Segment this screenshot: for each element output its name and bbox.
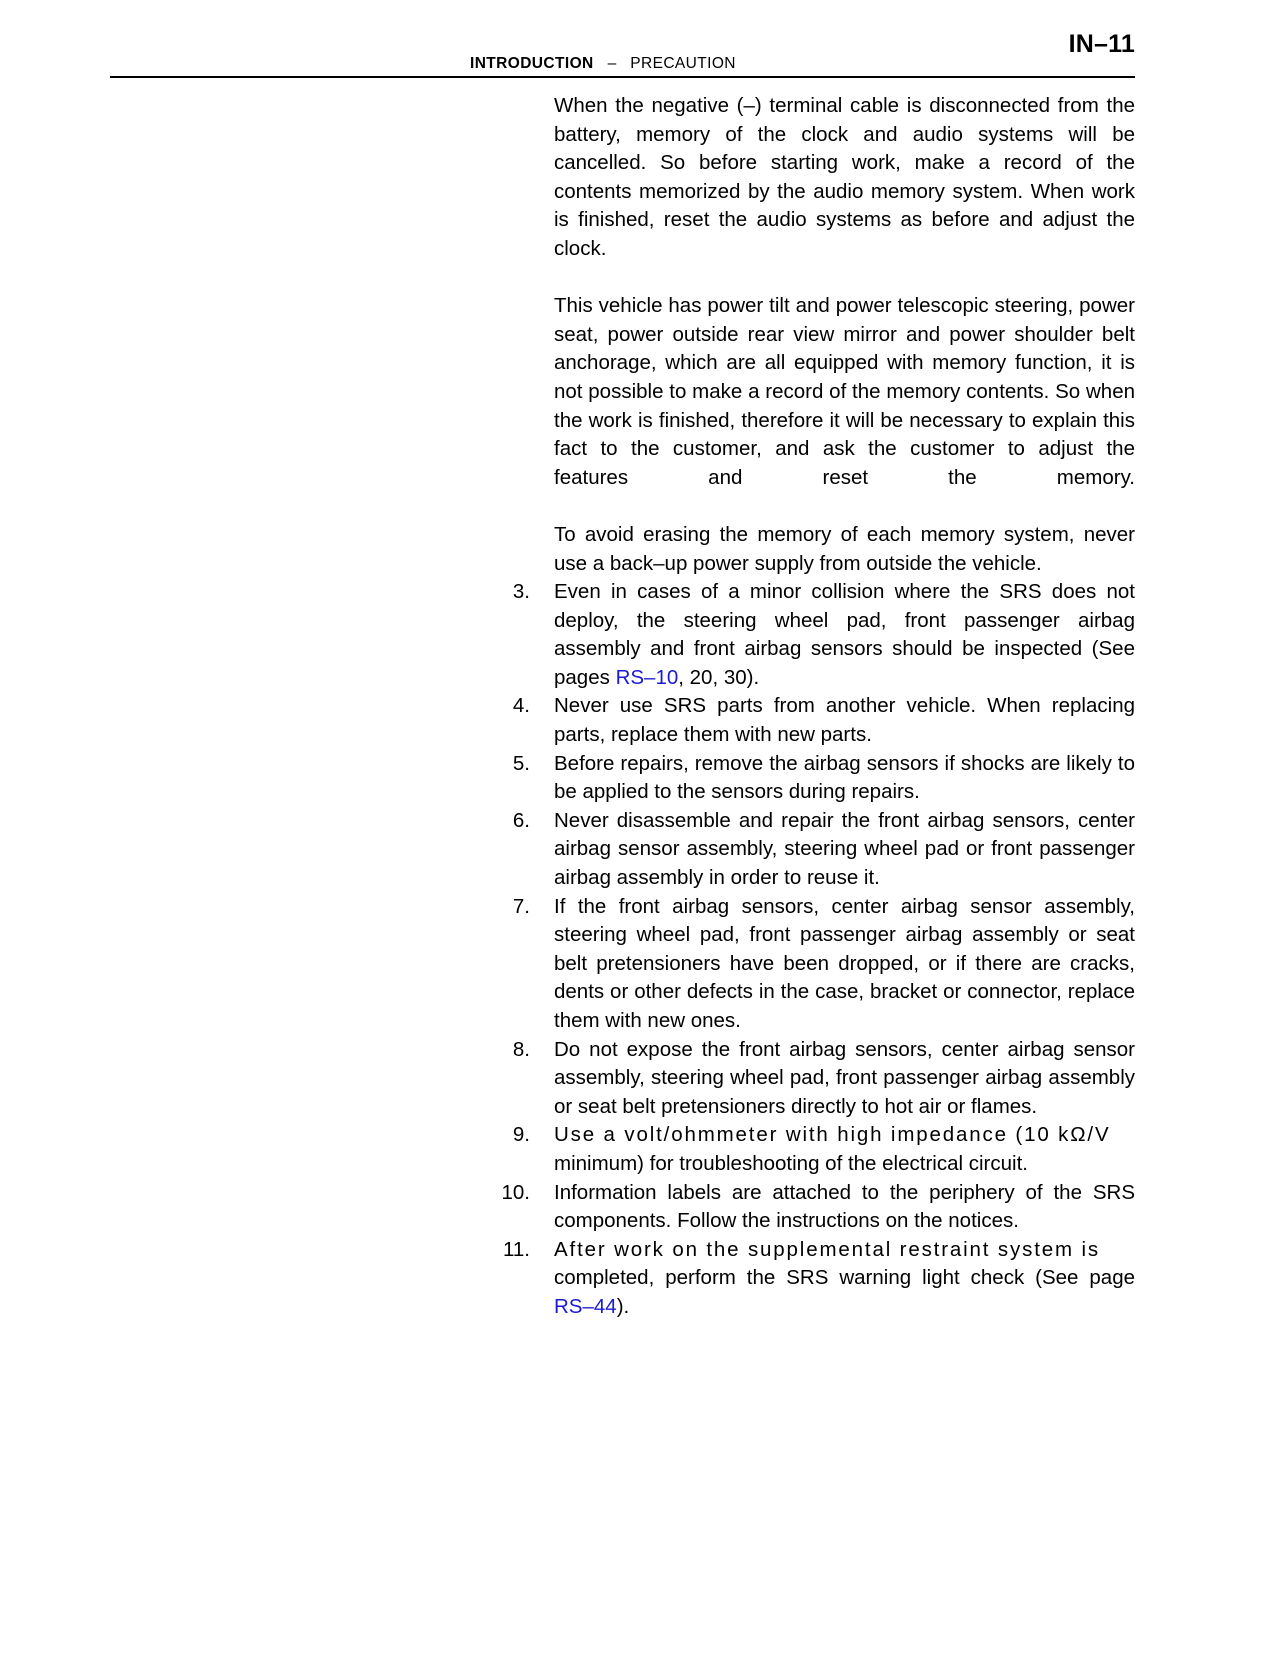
- list-item: [512, 750, 1135, 807]
- list-item-text-part: , 20, 30).: [678, 665, 760, 689]
- list-item-text: [554, 1236, 1135, 1322]
- header-section-title: INTRODUCTION: [470, 55, 594, 72]
- list-item-number: 8.: [512, 1037, 530, 1061]
- paragraph-power-features: This vehicle has power tilt and power telescopic steering, power seat, power outside rear view mirror and power shoulder belt anchorage, which are all equipped with memory function, it is not possible to make a record of the memory contents. So when the work is finished, therefore it will be necessary to explain this fact to the customer, and ask the customer to adjust the features and reset the memory.: [554, 294, 1135, 489]
- cross-reference-link[interactable]: RS–44: [554, 1294, 617, 1318]
- list-item-text: If the front airbag sensors, center airbag sensor assembly, steering wheel pad, front passenger airbag assembly or seat belt pretensioners have been dropped, or if there are cracks, dents or other defects in the case, bracket or connector, replace them with new ones.: [554, 894, 1135, 1032]
- list-item: [512, 1036, 1135, 1122]
- list-item: [501, 1179, 1135, 1236]
- list-item-number: 4.: [512, 694, 530, 718]
- list-item-text: Information labels are attached to the periphery of the SRS components. Follow the instructions on the notices.: [554, 1180, 1135, 1233]
- list-item-line: minimum) for troubleshooting of the electrical circuit.: [554, 1151, 1028, 1175]
- list-item: [512, 692, 1135, 749]
- header-subsection-title: PRECAUTION: [630, 55, 736, 72]
- list-item: [512, 578, 1135, 692]
- list-item-text: [554, 578, 1135, 692]
- paragraph-no-backup-supply: To avoid erasing the memory of each memory system, never use a back–up power supply from outside the vehicle.: [554, 522, 1135, 575]
- header-divider-rule: [110, 76, 1135, 78]
- list-item-line: Use a volt/ohmmeter with high impedance (10 kΩ/V: [554, 1123, 1111, 1147]
- list-item-text: Before repairs, remove the airbag sensors if shocks are likely to be applied to the sensors during repairs.: [554, 751, 1135, 804]
- list-item-text: [554, 1121, 1135, 1178]
- list-item-number: 7.: [512, 894, 530, 918]
- list-item-text-part: completed, perform the SRS warning light check (See page: [554, 1266, 1135, 1290]
- list-item: [512, 807, 1135, 893]
- header-separator: –: [607, 55, 617, 72]
- body-content: [0, 92, 1280, 1322]
- list-item-line: [554, 1264, 1135, 1321]
- cross-reference-link[interactable]: RS–10: [615, 665, 679, 689]
- page-number: IN–11: [1068, 30, 1135, 58]
- list-item: [503, 1236, 1135, 1322]
- list-item-text: Never use SRS parts from another vehicle. When replacing parts, replace them with new parts.: [554, 694, 1135, 747]
- list-item-number: 11.: [503, 1237, 530, 1261]
- list-item-number: 3.: [512, 580, 530, 604]
- list-item-number: 9.: [512, 1123, 530, 1147]
- list-item: [512, 1121, 1135, 1178]
- list-item-text-part: Even in cases of a minor collision where the SRS does not deploy, the steering wheel pad, front passenger airbag assembly and front airbag sensors should be inspected (See pages: [554, 580, 1135, 689]
- list-item-number: 10.: [501, 1180, 530, 1204]
- list-item-text: Do not expose the front airbag sensors, center airbag sensor assembly, steering wheel pad, front passenger airbag assembly or seat belt pretensioners directly to hot air or flames.: [554, 1037, 1135, 1118]
- list-item-line: After work on the supplemental restraint system is: [554, 1237, 1100, 1261]
- list-item-text: Never disassemble and repair the front airbag sensors, center airbag sensor assembly, steering wheel pad or front passenger airbag assembly in order to reuse it.: [554, 808, 1135, 890]
- running-header: [470, 55, 736, 73]
- paragraph-battery-memory: When the negative (–) terminal cable is disconnected from the battery, memory of the clock and audio systems will be cancelled. So before starting work, make a record of the contents memorized by the audio memory system. When work is finished, reset the audio systems as before and adjust the clock.: [554, 94, 1135, 260]
- list-item-number: 6.: [512, 808, 530, 832]
- list-item-text-part: ).: [616, 1294, 630, 1318]
- list-item-number: 5.: [512, 751, 530, 775]
- list-item: [512, 893, 1135, 1036]
